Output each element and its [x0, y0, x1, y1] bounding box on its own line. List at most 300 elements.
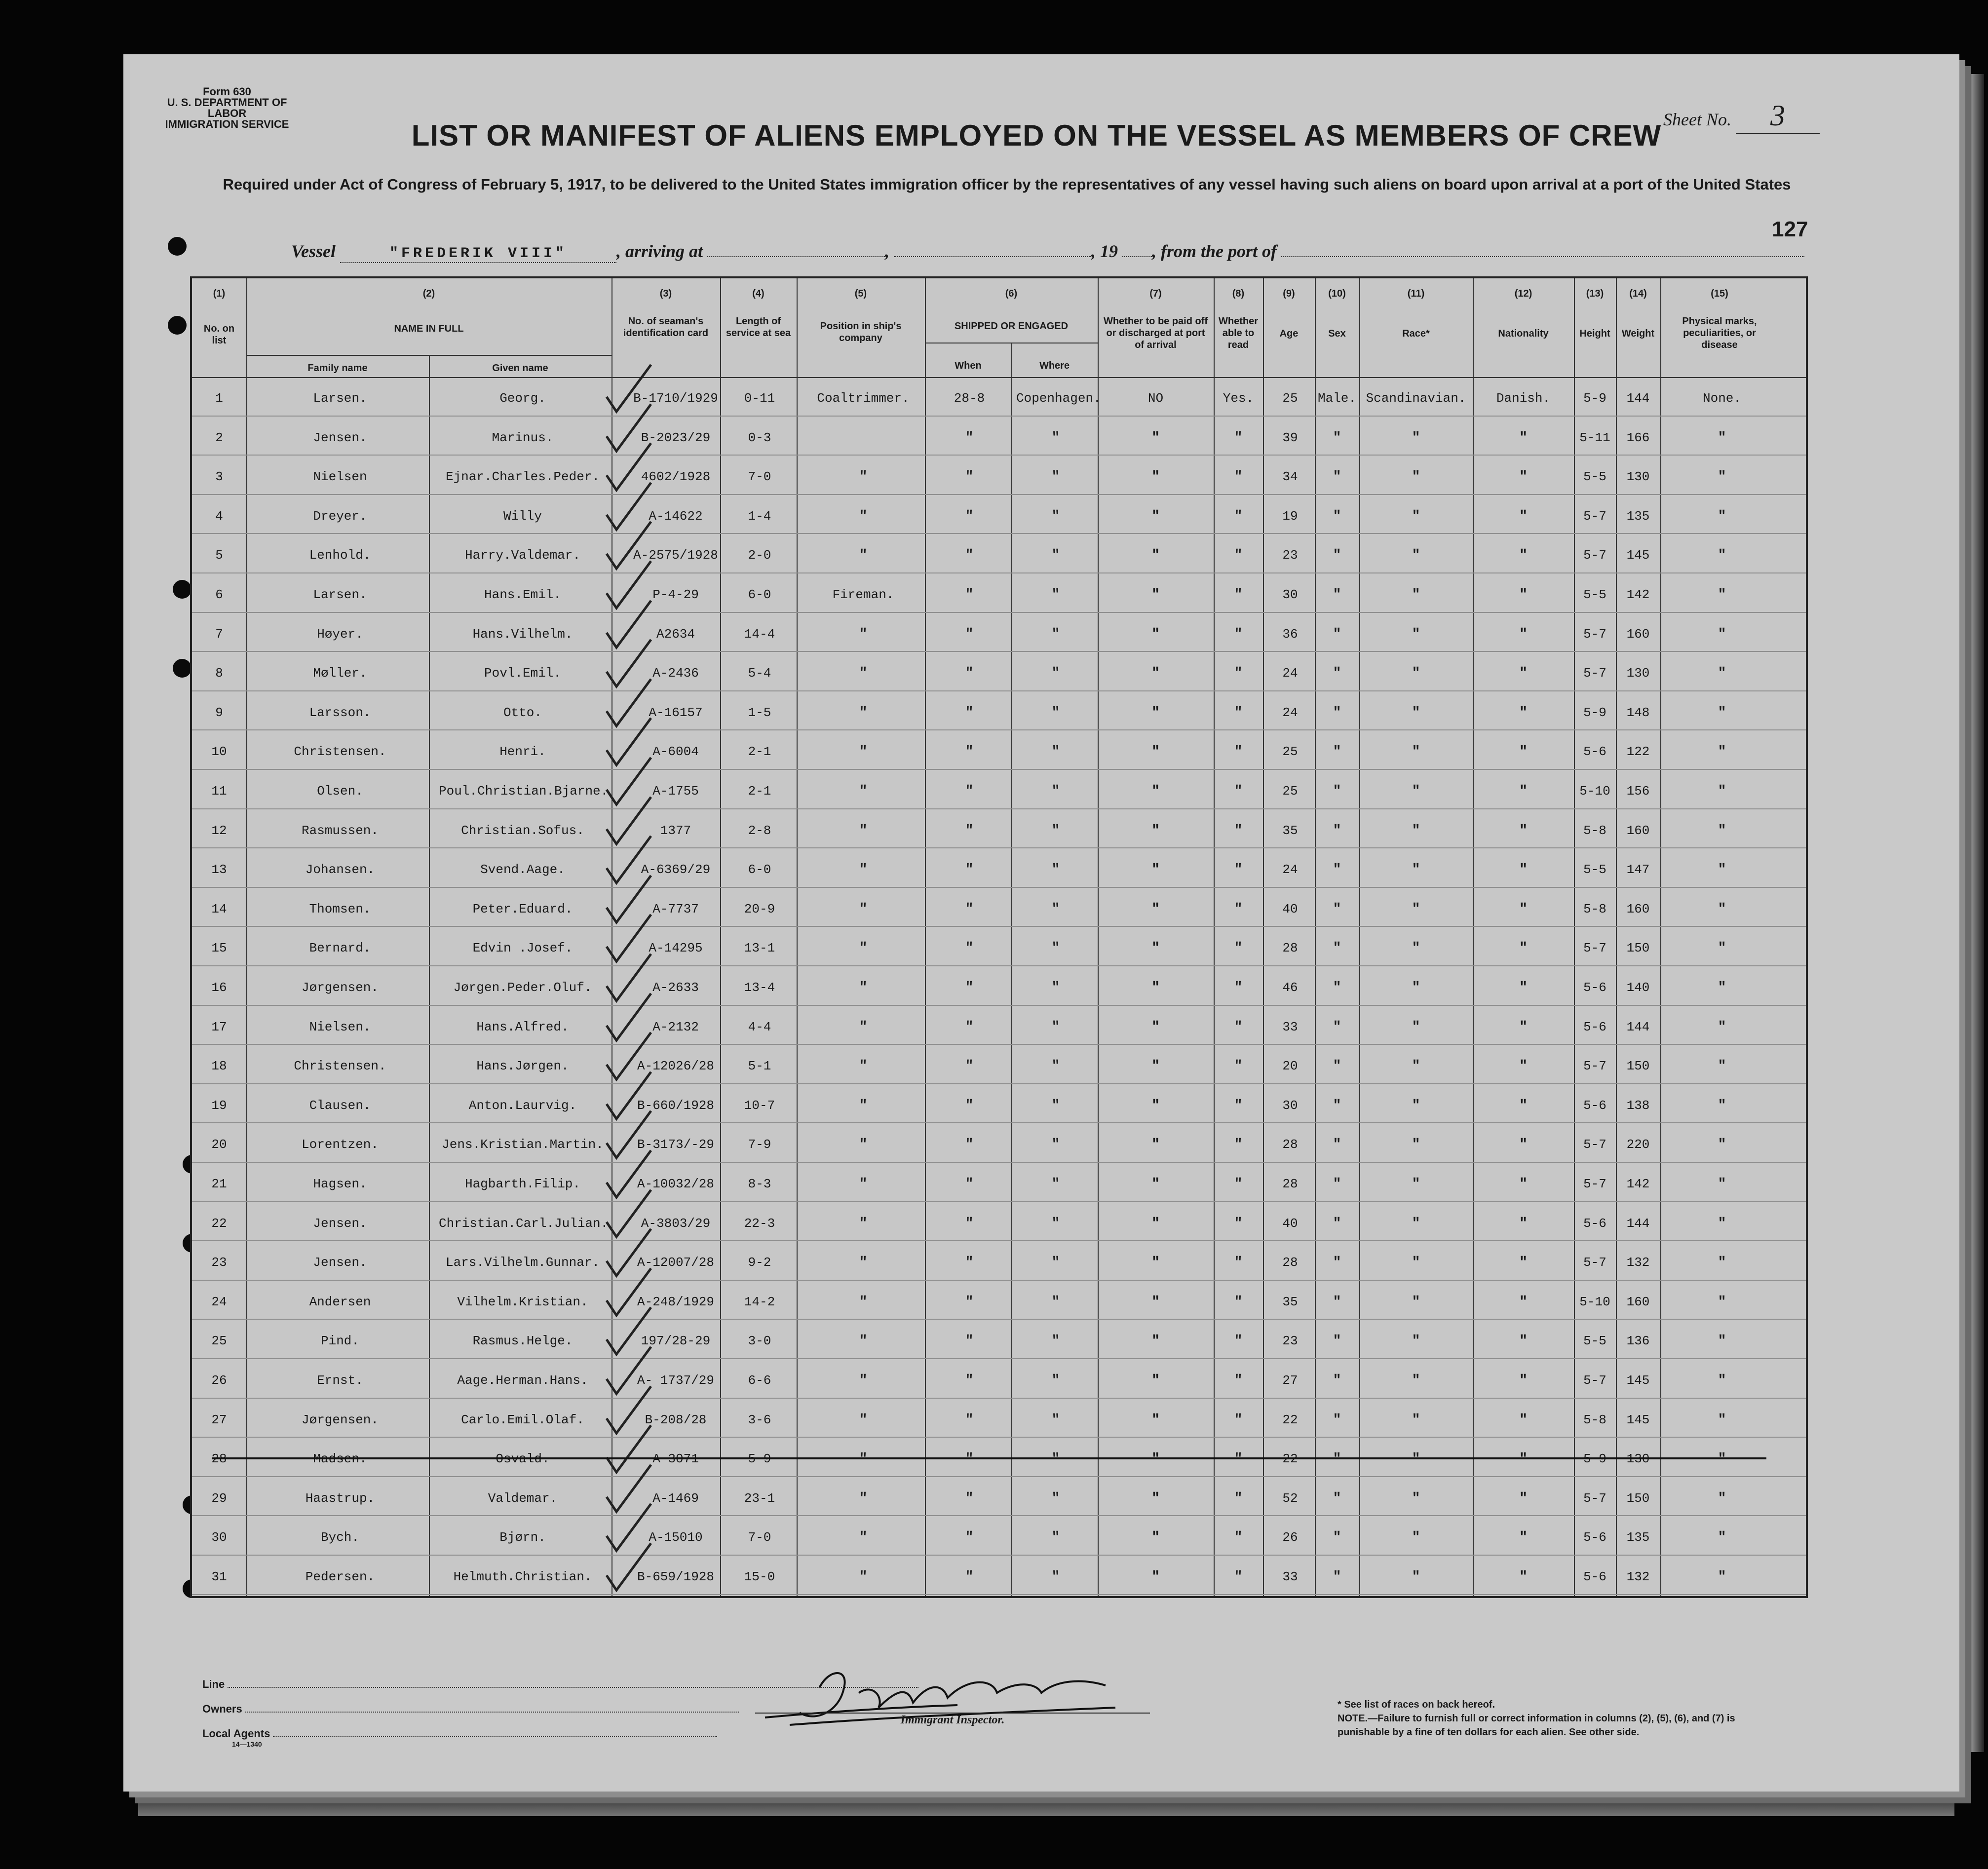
given-name-cell: Carlo.Emil.Olaf.	[461, 1412, 584, 1427]
table-row	[192, 1123, 1806, 1163]
year-field[interactable]	[1122, 256, 1152, 257]
sex-cell: "	[1333, 862, 1341, 878]
physical-marks-cell: "	[1718, 1098, 1726, 1113]
service-length-cell: 15-0	[744, 1569, 775, 1584]
height-cell: 5-7	[1583, 666, 1606, 681]
row-number-cell: 15	[211, 941, 227, 956]
sex-cell: "	[1333, 1019, 1341, 1035]
paid-off-cell: "	[1151, 1569, 1160, 1585]
line-row	[202, 1678, 918, 1691]
height-cell: 5-5	[1583, 1334, 1606, 1349]
row-number-cell: 2	[215, 430, 223, 445]
form-service-line: IMMIGRATION SERVICE	[165, 118, 289, 130]
age-cell: 25	[1282, 391, 1298, 406]
weight-cell: 142	[1626, 1177, 1650, 1191]
race-cell: "	[1412, 666, 1420, 682]
sex-cell: "	[1333, 1137, 1341, 1153]
able-to-read-cell: "	[1234, 666, 1243, 682]
id-card-cell: A-2132	[652, 1019, 699, 1034]
race-cell: "	[1412, 548, 1420, 564]
position-cell: "	[859, 666, 868, 682]
given-name-cell: Harry.Valdemar.	[464, 548, 581, 563]
paid-off-cell: "	[1151, 941, 1160, 956]
position-cell: "	[859, 1569, 868, 1585]
id-card-cell: A-248/1929	[637, 1294, 715, 1309]
punch-hole	[173, 580, 191, 599]
row-number-cell: 24	[211, 1294, 227, 1309]
sex-cell: "	[1333, 744, 1341, 760]
shipped-when-cell: "	[965, 666, 974, 682]
weight-cell: 138	[1626, 1098, 1650, 1113]
paid-off-cell: "	[1151, 1412, 1160, 1428]
family-name-cell: Rasmussen.	[301, 823, 379, 838]
header-physical: Physical marks, peculiarities, or disease	[1682, 316, 1757, 350]
shipped-where-cell: "	[1051, 1569, 1060, 1585]
id-card-cell: B-3173/-29	[637, 1137, 715, 1152]
row-number-cell: 26	[211, 1373, 227, 1388]
sex-cell: "	[1333, 548, 1341, 564]
position-cell: "	[859, 1255, 868, 1271]
able-to-read-cell: "	[1234, 508, 1243, 524]
service-length-cell: 0-11	[744, 391, 775, 406]
position-cell: "	[859, 1137, 868, 1153]
weight-cell: 140	[1626, 980, 1650, 995]
row-number-cell: 22	[211, 1216, 227, 1231]
family-name-cell: Larsson.	[309, 705, 371, 720]
age-cell: 33	[1282, 1019, 1298, 1034]
physical-marks-cell: "	[1718, 744, 1726, 760]
sex-cell: "	[1333, 1059, 1341, 1074]
age-cell: 20	[1282, 1059, 1298, 1074]
service-length-cell: 4-4	[748, 1019, 771, 1034]
physical-marks-cell: "	[1718, 1137, 1726, 1153]
shipped-where-cell: "	[1051, 626, 1060, 642]
id-card-cell: B-2023/29	[641, 430, 711, 445]
given-name-cell: Hans.Vilhelm.	[472, 626, 573, 642]
sex-cell: "	[1333, 626, 1341, 642]
id-card-cell: B-659/1928	[637, 1569, 715, 1584]
note-penalty: NOTE.—Failure to furnish full or correct information in columns (2), (5), (6), and (7) is punishable by a fine of ten dollars for each alien. See other side.	[1338, 1713, 1735, 1738]
service-length-cell: 22-3	[744, 1216, 775, 1231]
table-row	[192, 495, 1806, 534]
col-num: (5)	[854, 288, 867, 299]
crew-table	[190, 276, 1808, 1598]
weight-cell: 132	[1626, 1569, 1650, 1584]
given-name-cell: Valdemar.	[488, 1490, 558, 1506]
service-length-cell: 2-0	[748, 548, 771, 563]
id-card-cell: A-14622	[649, 508, 703, 524]
race-cell: "	[1412, 1216, 1420, 1231]
shipped-when-cell: "	[965, 705, 974, 721]
row-number-cell: 20	[211, 1137, 227, 1152]
family-name-cell: Møller.	[313, 666, 367, 681]
paid-off-cell: "	[1151, 744, 1160, 760]
weight-cell: 122	[1626, 744, 1650, 760]
agents-code: 14—1340	[232, 1740, 262, 1748]
shipped-where-cell: "	[1051, 862, 1060, 878]
id-card-cell: A-12026/28	[637, 1059, 715, 1074]
position-cell: "	[859, 1373, 868, 1388]
shipped-where-cell: "	[1051, 508, 1060, 524]
id-card-cell: B-208/28	[645, 1412, 707, 1427]
paid-off-cell: "	[1151, 469, 1160, 485]
age-cell: 22	[1282, 1412, 1298, 1427]
age-cell: 30	[1282, 1098, 1298, 1113]
table-row	[192, 1045, 1806, 1084]
line-label: Line	[202, 1678, 225, 1690]
shipped-when-cell: "	[965, 430, 974, 446]
shipped-when-cell: "	[965, 1255, 974, 1271]
able-to-read-cell: "	[1234, 1569, 1243, 1585]
sex-cell: "	[1333, 1373, 1341, 1388]
table-row	[192, 1320, 1806, 1359]
shipped-when-cell: "	[965, 1373, 974, 1388]
header-paid-off: Whether to be paid off or discharged at port of arrival	[1103, 316, 1208, 350]
from-port-field[interactable]	[1281, 256, 1804, 257]
position-cell: "	[859, 1059, 868, 1074]
punch-hole	[168, 237, 187, 256]
shipped-where-cell: "	[1051, 666, 1060, 682]
shipped-where-cell: "	[1051, 1530, 1060, 1546]
age-cell: 23	[1282, 548, 1298, 563]
able-to-read-cell: "	[1234, 980, 1243, 995]
race-cell: "	[1412, 980, 1420, 995]
age-cell: 36	[1282, 626, 1298, 642]
id-card-cell: P-4-29	[652, 587, 699, 602]
position-cell: "	[859, 941, 868, 956]
col-num: (10)	[1328, 288, 1346, 299]
weight-cell: 135	[1626, 508, 1650, 524]
race-cell: "	[1412, 626, 1420, 642]
paid-off-cell: "	[1151, 1137, 1160, 1153]
weight-cell: 144	[1626, 1019, 1650, 1034]
given-name-cell: Willy	[503, 508, 542, 524]
nationality-cell: "	[1519, 1530, 1528, 1546]
position-cell: "	[859, 1019, 868, 1035]
family-name-cell: Andersen	[309, 1294, 371, 1309]
paid-off-cell: "	[1151, 1255, 1160, 1271]
paid-off-cell: "	[1151, 1216, 1160, 1231]
header-when: When	[955, 360, 982, 371]
id-card-cell: A-2633	[652, 980, 699, 995]
sex-cell: "	[1333, 1177, 1341, 1192]
age-cell: 24	[1282, 862, 1298, 877]
age-cell: 24	[1282, 705, 1298, 720]
able-to-read-cell: "	[1234, 744, 1243, 760]
shipped-when-cell: "	[965, 1098, 974, 1113]
paid-off-cell: "	[1151, 430, 1160, 446]
position-cell: "	[859, 469, 868, 485]
shipped-when-cell: "	[965, 1019, 974, 1035]
age-cell: 52	[1282, 1490, 1298, 1506]
vessel-field[interactable]	[340, 241, 616, 263]
shipped-when-cell: "	[965, 1490, 974, 1506]
given-name-cell: Marinus.	[492, 430, 554, 445]
service-length-cell: 10-7	[744, 1098, 775, 1113]
service-length-cell: 3-0	[748, 1334, 771, 1349]
sex-cell: "	[1333, 901, 1341, 917]
given-name-cell: Henri.	[499, 744, 546, 760]
service-length-cell: 0-3	[748, 430, 771, 445]
family-name-cell: Larsen.	[313, 587, 367, 602]
physical-marks-cell: "	[1718, 469, 1726, 485]
service-length-cell: 3-6	[748, 1412, 771, 1427]
able-to-read-cell: "	[1234, 1059, 1243, 1074]
col-num: (13)	[1586, 288, 1604, 299]
col-num: (2)	[422, 288, 435, 299]
family-name-cell: Larsen.	[313, 391, 367, 406]
height-cell: 5-6	[1583, 1098, 1606, 1113]
race-cell: "	[1412, 1137, 1420, 1153]
paid-off-cell: "	[1151, 508, 1160, 524]
inspector-label: Immigrant Inspector.	[755, 1713, 1150, 1727]
weight-cell: 144	[1626, 1216, 1650, 1231]
shipped-when-cell: "	[965, 1569, 974, 1585]
position-cell: "	[859, 1530, 868, 1546]
weight-cell: 150	[1626, 1490, 1650, 1506]
table-row	[192, 1516, 1806, 1556]
shipped-when-cell: "	[965, 1177, 974, 1192]
able-to-read-cell: "	[1234, 1490, 1243, 1506]
given-name-cell: Christian.Sofus.	[461, 823, 584, 838]
nationality-cell: "	[1519, 508, 1528, 524]
weight-cell: 145	[1626, 1412, 1650, 1427]
height-cell: 5-6	[1583, 980, 1606, 995]
able-to-read-cell: "	[1234, 1530, 1243, 1546]
table-row	[192, 417, 1806, 456]
physical-marks-cell: "	[1718, 980, 1726, 995]
sex-cell: "	[1333, 1490, 1341, 1506]
position-cell: "	[859, 1098, 868, 1113]
service-length-cell: 7-0	[748, 1530, 771, 1545]
table-row	[192, 1202, 1806, 1242]
row-number-cell: 13	[211, 862, 227, 877]
header-name-in-full: NAME IN FULL	[394, 323, 464, 334]
form-number	[163, 86, 291, 130]
header-age: Age	[1279, 328, 1299, 339]
position-cell: "	[859, 862, 868, 878]
sex-cell: "	[1333, 1216, 1341, 1231]
shipped-where-cell: "	[1051, 1216, 1060, 1231]
paid-off-cell: "	[1151, 1059, 1160, 1074]
given-name-cell: Lars.Vilhelm.Gunnar.	[445, 1255, 600, 1270]
physical-marks-cell: "	[1718, 823, 1726, 839]
row-number-cell: 25	[211, 1334, 227, 1349]
race-cell: "	[1412, 1098, 1420, 1113]
sex-cell: "	[1333, 1294, 1341, 1310]
sex-cell: "	[1333, 430, 1341, 446]
col-num: (9)	[1283, 288, 1295, 299]
shipped-when-cell: "	[965, 1334, 974, 1349]
shipped-where-cell: "	[1051, 587, 1060, 603]
weight-cell: 145	[1626, 548, 1650, 563]
col-num: (14)	[1629, 288, 1647, 299]
race-cell: "	[1412, 587, 1420, 603]
physical-marks-cell: "	[1718, 941, 1726, 956]
position-cell: "	[859, 1334, 868, 1349]
age-cell: 30	[1282, 587, 1298, 602]
id-card-cell: A- 1737/29	[637, 1373, 715, 1388]
date-field[interactable]	[894, 256, 1091, 257]
page-title: LIST OR MANIFEST OF ALIENS EMPLOYED ON THE VESSEL AS MEMBERS OF CREW	[411, 119, 1662, 152]
shipped-when-cell: "	[965, 823, 974, 839]
header-family-name: Family name	[307, 363, 368, 374]
height-cell: 5-10	[1579, 1294, 1610, 1309]
paid-off-cell: "	[1151, 626, 1160, 642]
physical-marks-cell: "	[1718, 1019, 1726, 1035]
given-name-cell: Ejnar.Charles.Peder.	[445, 469, 600, 485]
paid-off-cell: "	[1151, 1373, 1160, 1388]
header-race: Race*	[1402, 328, 1430, 339]
position-cell: "	[859, 901, 868, 917]
given-name-cell: Helmuth.Christian.	[453, 1569, 592, 1584]
paid-off-cell: "	[1151, 1019, 1160, 1035]
physical-marks-cell: "	[1718, 1569, 1726, 1585]
nationality-cell: "	[1519, 784, 1528, 799]
check-mark-icon	[602, 1541, 656, 1595]
family-name-cell: Haastrup.	[305, 1490, 375, 1506]
paid-off-cell: NO	[1147, 391, 1164, 406]
weight-cell: 135	[1626, 1530, 1650, 1545]
header-position: Position in ship's company	[820, 321, 902, 343]
age-cell: 40	[1282, 1216, 1298, 1231]
given-name-cell: Georg.	[499, 391, 546, 406]
sex-cell: "	[1333, 1098, 1341, 1113]
family-name-cell: Jensen.	[313, 1255, 367, 1270]
race-cell: "	[1412, 901, 1420, 917]
punch-hole	[173, 659, 191, 678]
punch-hole	[168, 316, 187, 335]
physical-marks-cell: "	[1718, 587, 1726, 603]
shipped-where-cell: "	[1051, 744, 1060, 760]
paid-off-cell: "	[1151, 587, 1160, 603]
shipped-where-cell: "	[1051, 1373, 1060, 1388]
sex-cell: "	[1333, 666, 1341, 682]
height-cell: 5-7	[1583, 626, 1606, 642]
table-row	[192, 377, 1806, 417]
position-cell: "	[859, 705, 868, 721]
table-row	[192, 534, 1806, 573]
line-field[interactable]	[228, 1687, 918, 1688]
agents-row	[202, 1727, 717, 1748]
weight-cell: 142	[1626, 587, 1650, 602]
able-to-read-cell: "	[1234, 1216, 1243, 1231]
row-number-cell: 23	[211, 1255, 227, 1270]
race-cell: "	[1412, 705, 1420, 721]
race-cell: "	[1412, 823, 1420, 839]
nationality-cell: "	[1519, 1059, 1528, 1074]
row-number-cell: 16	[211, 980, 227, 995]
height-cell: 5-9	[1583, 705, 1606, 720]
race-cell: "	[1412, 784, 1420, 799]
position-cell: "	[859, 1216, 868, 1231]
race-cell: "	[1412, 1019, 1420, 1035]
shipped-where-cell: "	[1051, 901, 1060, 917]
shipped-where-cell: "	[1051, 548, 1060, 564]
given-name-cell: Hans.Emil.	[484, 587, 562, 602]
given-name-cell: Bjørn.	[499, 1530, 546, 1545]
service-length-cell: 2-1	[748, 784, 771, 799]
sex-cell: "	[1333, 705, 1341, 721]
given-name-cell: Poul.Christian.Bjarne.	[439, 784, 609, 799]
nationality-cell: "	[1519, 1137, 1528, 1153]
physical-marks-cell: "	[1718, 1373, 1726, 1388]
family-name-cell: Bych.	[320, 1530, 359, 1545]
shipped-where-cell: "	[1051, 1059, 1060, 1074]
given-name-cell: Vilhelm.Kristian.	[457, 1294, 588, 1309]
shipped-where-cell: "	[1051, 705, 1060, 721]
id-card-cell: A-2575/1928	[633, 548, 718, 563]
id-card-cell: 197/28-29	[641, 1334, 711, 1349]
agents-field[interactable]	[273, 1736, 717, 1737]
able-to-read-cell: "	[1234, 823, 1243, 839]
service-length-cell: 23-1	[744, 1490, 775, 1506]
height-cell: 5-6	[1583, 1530, 1606, 1545]
family-name-cell: Hagsen.	[313, 1177, 367, 1191]
year-label: 19	[1100, 241, 1118, 261]
able-to-read-cell: "	[1234, 1373, 1243, 1388]
nationality-cell: "	[1519, 705, 1528, 721]
height-cell: 5-7	[1583, 1177, 1606, 1191]
id-card-cell: A2634	[656, 626, 695, 642]
col-num: (11)	[1407, 288, 1425, 299]
vessel-label: Vessel	[291, 241, 336, 261]
row-number-cell: 12	[211, 823, 227, 838]
service-length-cell: 5-1	[748, 1059, 771, 1074]
able-to-read-cell: "	[1234, 469, 1243, 485]
col-num: (6)	[1005, 288, 1018, 299]
able-to-read-cell: Yes.	[1223, 391, 1254, 406]
row-number-cell: 29	[211, 1490, 227, 1506]
race-cell: "	[1412, 1177, 1420, 1192]
sex-cell: Male.	[1317, 391, 1356, 406]
header-given-name: Given name	[492, 363, 548, 374]
col-num: (3)	[659, 288, 672, 299]
position-cell: "	[859, 784, 868, 799]
family-name-cell: Christensen.	[294, 744, 386, 760]
race-cell: "	[1412, 1412, 1420, 1428]
row-number-cell: 6	[215, 587, 223, 602]
sex-cell: "	[1333, 1569, 1341, 1585]
weight-cell: 144	[1626, 391, 1650, 406]
row-number-cell: 30	[211, 1530, 227, 1545]
height-cell: 5-6	[1583, 1216, 1606, 1231]
shipped-when-cell: "	[965, 469, 974, 485]
nationality-cell: "	[1519, 1490, 1528, 1506]
owners-field[interactable]	[245, 1712, 739, 1713]
position-cell: Fireman.	[832, 587, 894, 602]
physical-marks-cell: "	[1718, 901, 1726, 917]
sex-cell: "	[1333, 508, 1341, 524]
nationality-cell: "	[1519, 626, 1528, 642]
service-length-cell: 7-0	[748, 469, 771, 485]
physical-marks-cell: "	[1718, 1216, 1726, 1231]
height-cell: 5-7	[1583, 508, 1606, 524]
given-name-cell: Jens.Kristian.Martin.	[442, 1137, 604, 1152]
paid-off-cell: "	[1151, 1294, 1160, 1310]
row-divider	[192, 1594, 1806, 1595]
shipped-where-cell: "	[1051, 1098, 1060, 1113]
race-cell: "	[1412, 1373, 1420, 1388]
age-cell: 25	[1282, 744, 1298, 760]
vessel-name: "FREDERIK VIII"	[389, 245, 568, 262]
id-card-cell: A-6369/29	[641, 862, 711, 877]
race-cell: Scandinavian.	[1366, 391, 1466, 406]
arriving-field[interactable]	[707, 256, 885, 257]
table-row	[192, 652, 1806, 691]
row-number-cell: 21	[211, 1177, 227, 1191]
shipped-where-cell: "	[1051, 941, 1060, 956]
